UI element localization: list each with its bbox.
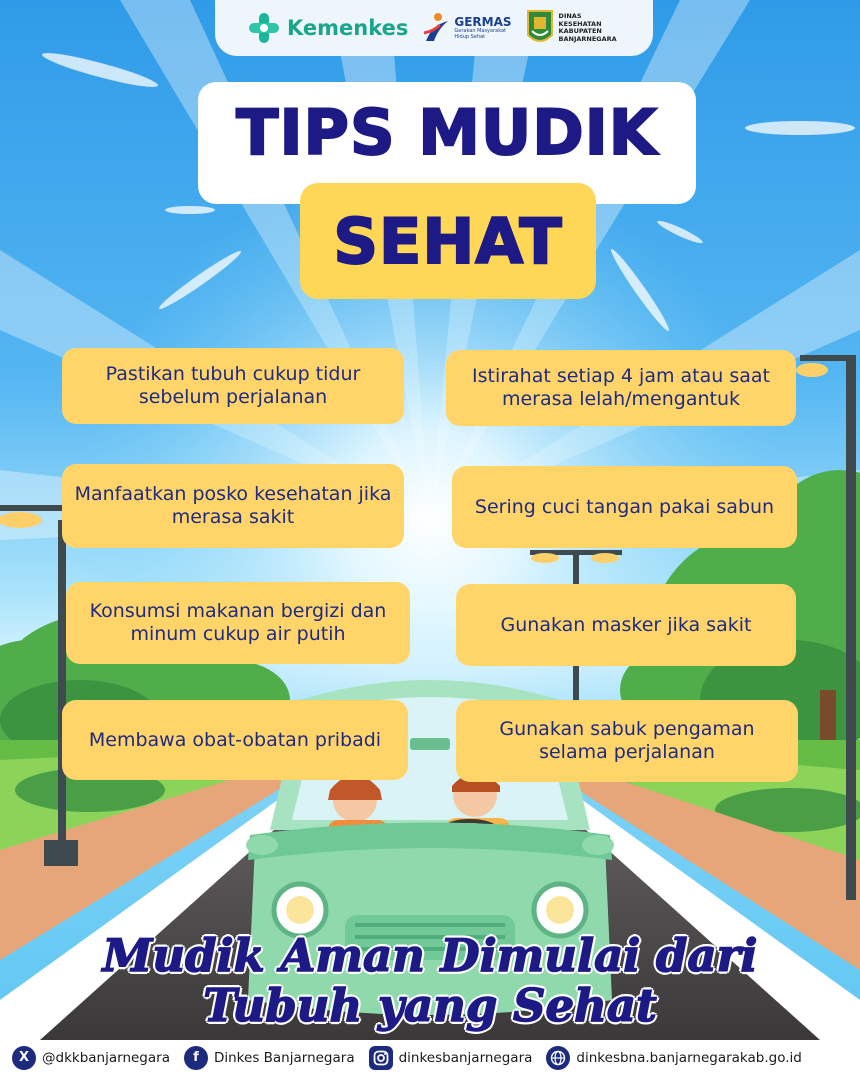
footer-social-bar xyxy=(0,1040,860,1075)
instagram-icon xyxy=(369,1046,393,1070)
germas-logo xyxy=(422,11,511,45)
dinas-line-1: DINAS xyxy=(558,12,582,20)
title-line-2: SEHAT xyxy=(333,205,563,278)
facebook-icon: f xyxy=(184,1046,208,1070)
footer-facebook[interactable] xyxy=(184,1046,355,1070)
tip-card: Pastikan tubuh cukup tidur sebelum perjalanan xyxy=(62,348,404,424)
logo-bar xyxy=(215,0,653,56)
dinas-line-2: KESEHATAN xyxy=(558,19,602,28)
website-url: dinkesbna.banjarnegarakab.go.id xyxy=(576,1049,802,1066)
germas-sublabel: Gerakan Masyarakat Hidup Sehat xyxy=(454,28,507,40)
tip-card: Membawa obat-obatan pribadi xyxy=(62,700,408,780)
facebook-handle: Dinkes Banjarnegara xyxy=(213,1049,355,1066)
x-icon: X xyxy=(12,1046,36,1070)
germas-label: GERMAS xyxy=(454,15,512,29)
tip-card: Sering cuci tangan pakai sabun xyxy=(452,466,797,548)
footer-instagram[interactable] xyxy=(369,1046,533,1070)
kemenkes-label: Kemenkes xyxy=(287,16,409,40)
tip-card: Konsumsi makanan bergizi dan minum cukup air putih xyxy=(66,582,410,664)
kemenkes-logo xyxy=(247,11,408,45)
tip-card: Gunakan sabuk pengaman selama perjalanan xyxy=(456,700,798,782)
dinas-line-4: BANJARNEGARA xyxy=(558,34,617,43)
globe-icon xyxy=(546,1046,570,1070)
banjarnegara-crest-icon xyxy=(526,9,554,47)
dinas-logo xyxy=(526,9,617,47)
instagram-handle: dinkesbanjarnegara xyxy=(398,1049,533,1066)
title-line-1: TIPS MUDIK xyxy=(236,96,658,169)
dinas-line-3: KABUPATEN xyxy=(558,27,602,35)
germas-icon xyxy=(422,11,450,45)
footer-x[interactable] xyxy=(12,1046,170,1070)
tip-card: Manfaatkan posko kesehatan jika merasa sakit xyxy=(62,464,404,548)
tip-card: Istirahat setiap 4 jam atau saat merasa lelah/mengantuk xyxy=(446,350,796,426)
slogan-line-2: Tubuh yang Sehat xyxy=(203,979,657,1032)
slogan-line-1: Mudik Aman Dimulai dari xyxy=(102,929,758,982)
kemenkes-icon xyxy=(247,11,281,45)
tip-card: Gunakan masker jika sakit xyxy=(456,584,796,666)
x-handle: @dkkbanjarnegara xyxy=(42,1049,170,1066)
footer-website[interactable] xyxy=(546,1046,801,1070)
